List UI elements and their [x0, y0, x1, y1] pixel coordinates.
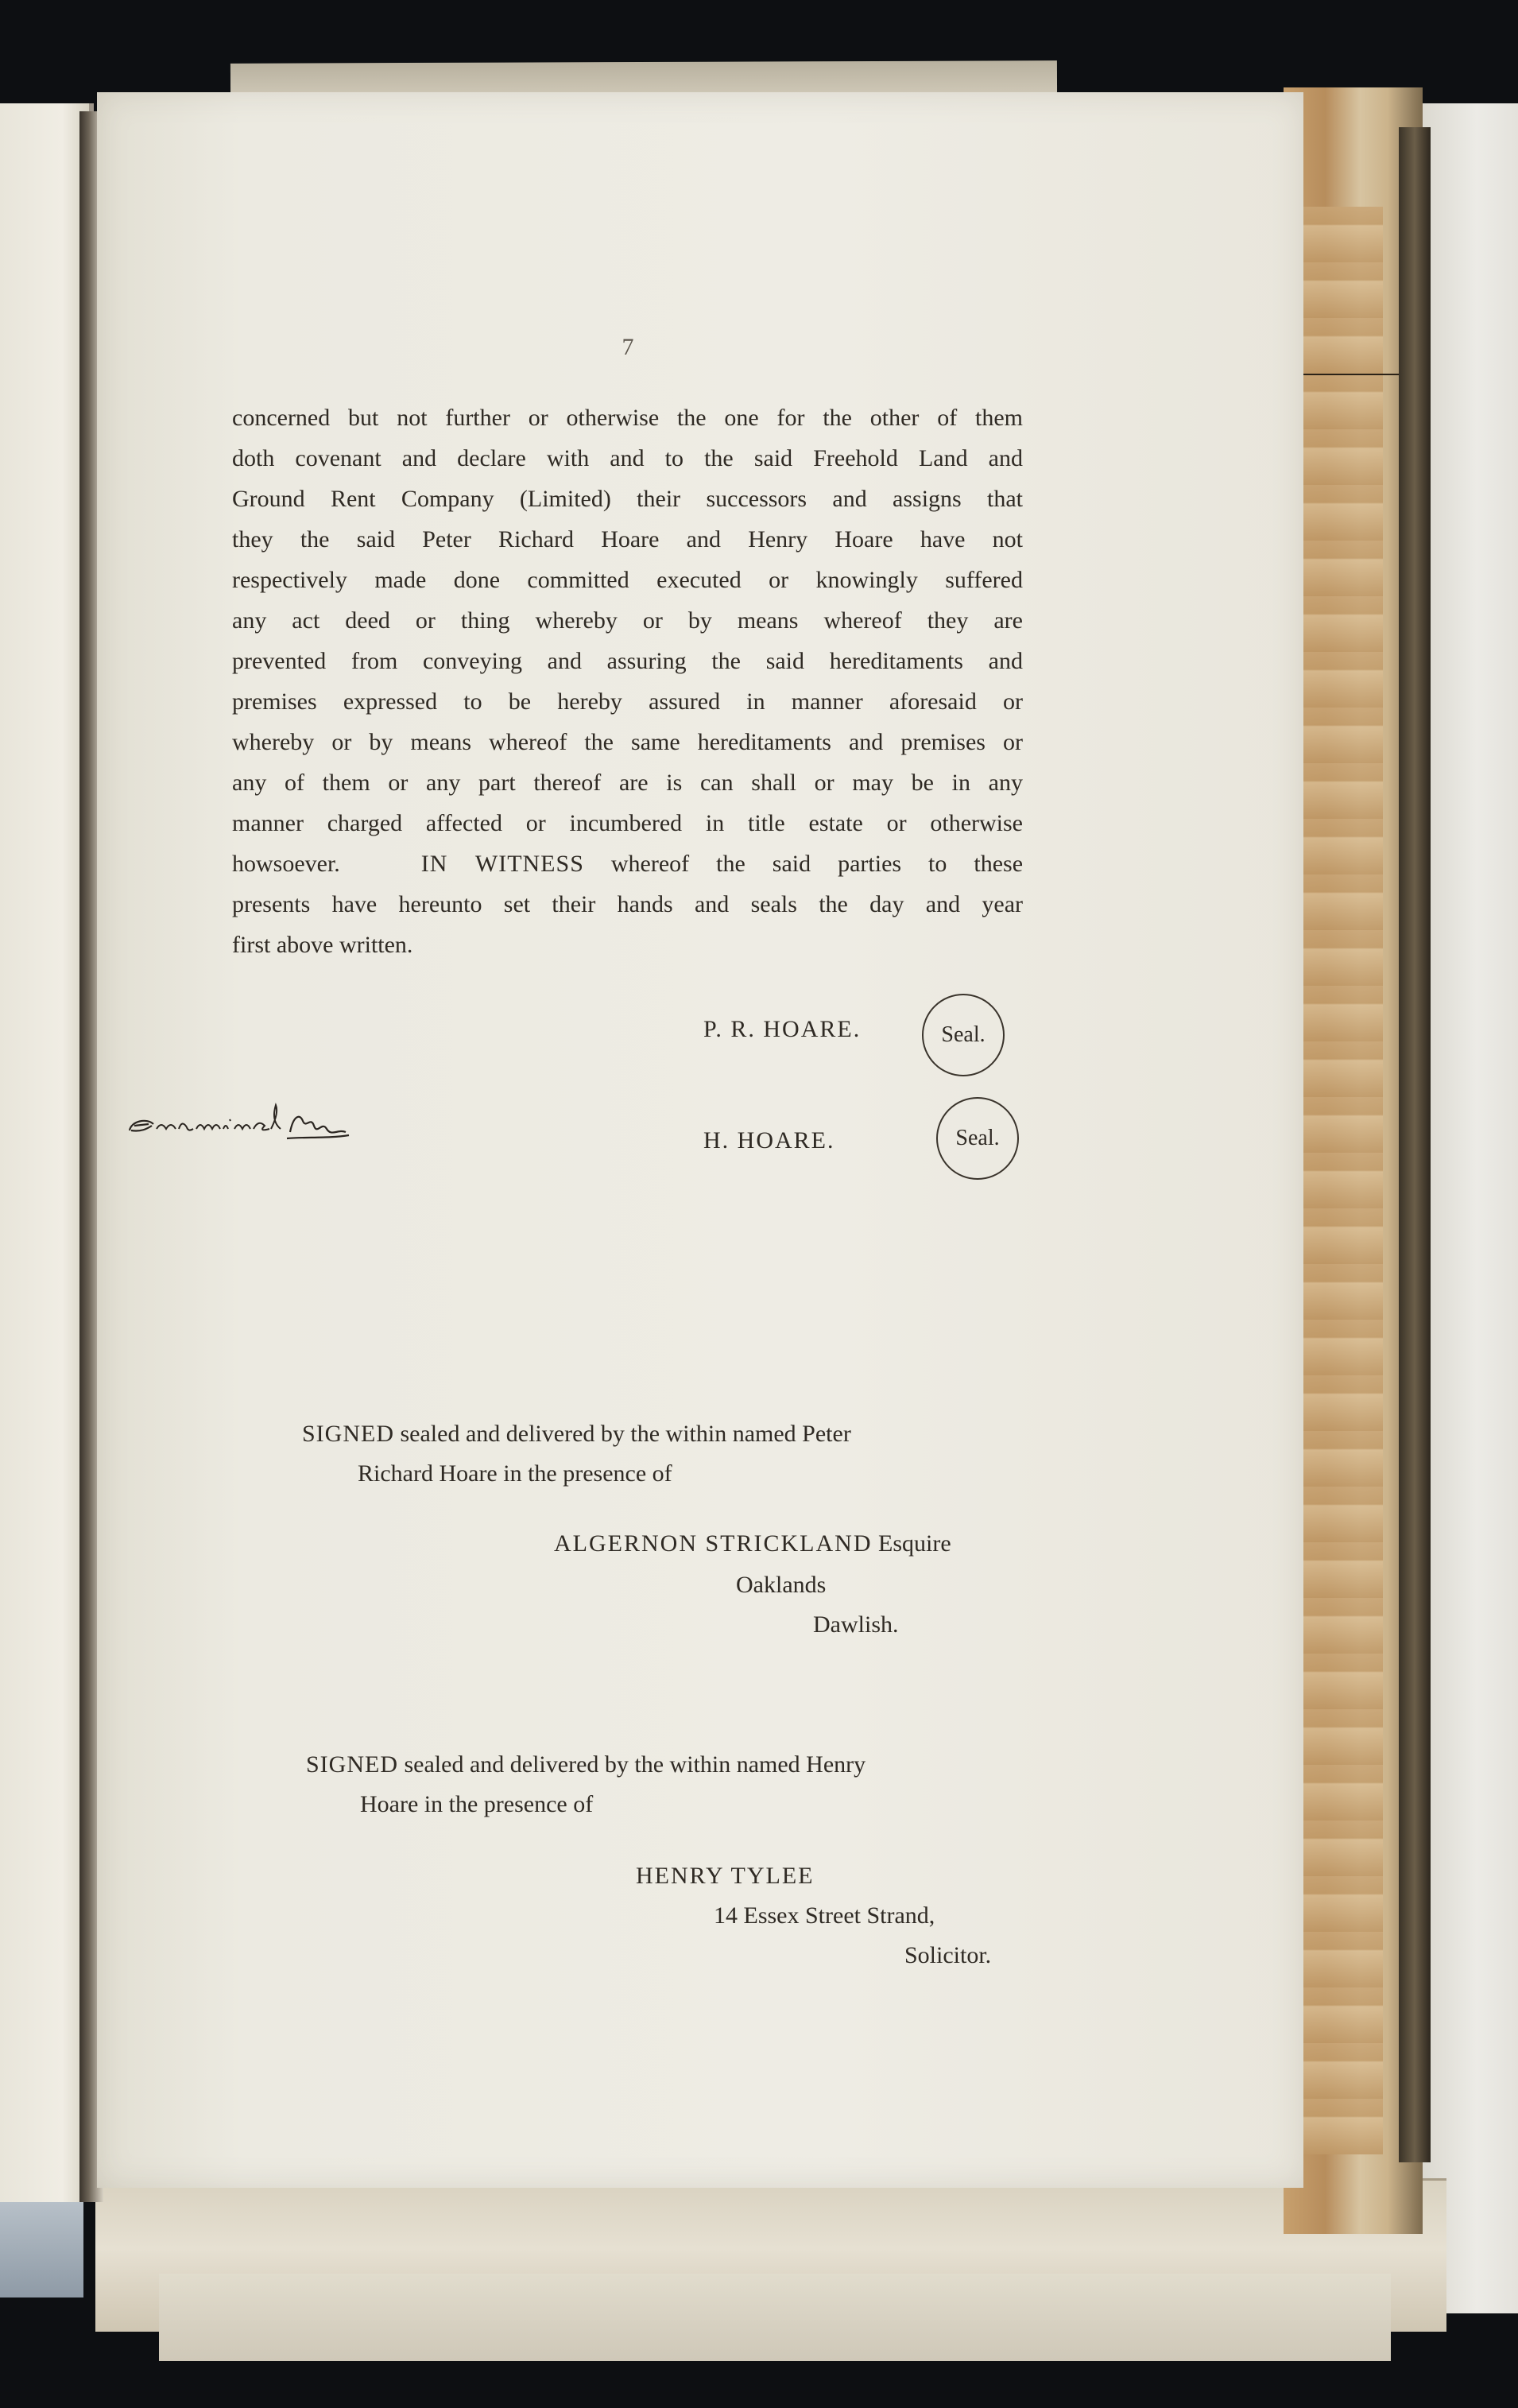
witness-address: Oaklands [736, 1572, 827, 1598]
signature-name: H. HOARE. [703, 1127, 835, 1154]
binding-edge [1399, 127, 1431, 2162]
body-line: premises expressed to be hereby assured in manner aforesaid or [232, 688, 1023, 715]
attestation-line [306, 1744, 865, 1786]
witness-clause-prefix: howsoever. [232, 851, 340, 877]
seal-circle [922, 994, 1005, 1076]
bottom-page-stack-lower [159, 2274, 1391, 2361]
body-line: they the said Peter Richard Hoare and Henry Hoare have not [232, 526, 1023, 553]
witness-address: Dawlish. [813, 1611, 899, 1638]
witness-title: Esquire [878, 1530, 951, 1557]
body-line: first above written. [232, 932, 413, 958]
examined-handwritten-note [123, 1097, 354, 1153]
page-number: 7 [622, 334, 634, 360]
attestation-lead: SIGNED [302, 1421, 394, 1447]
body-line: concerned but not further or otherwise the one for the other of them [232, 405, 1023, 431]
witness-name: HENRY TYLEE [636, 1863, 815, 1889]
left-page-bottom-edge [0, 2202, 83, 2297]
witness-name: ALGERNON STRICKLAND [554, 1530, 873, 1557]
body-line: presents have hereunto set their hands and seals the day and year [232, 891, 1023, 917]
seal-label: Seal. [955, 1126, 1000, 1150]
deed-body-text [232, 397, 1023, 965]
body-line: doth covenant and declare with and to the said Freehold Land and [232, 445, 1023, 471]
attestation-text: sealed and delivered by the within named Peter [400, 1421, 851, 1447]
seal-circle [936, 1097, 1019, 1180]
signature-name: P. R. HOARE. [703, 1016, 862, 1042]
attestation-text: sealed and delivered by the within named Henry [404, 1751, 866, 1778]
witness-clause-rest: whereof the said parties to these [610, 851, 1024, 877]
body-line: Ground Rent Company (Limited) their successors and assigns that [232, 486, 1023, 512]
body-line: whereby or by means whereof the same hereditaments and premises or [232, 729, 1023, 755]
seal-label: Seal. [941, 1022, 986, 1047]
witness-clause-line [232, 843, 1023, 884]
attestation-line: Richard Hoare in the presence of [358, 1460, 672, 1487]
attestation-line: Hoare in the presence of [360, 1791, 594, 1817]
body-line: any of them or any part thereof are is can shall or may be in any [232, 770, 1023, 796]
attestation-line [302, 1413, 851, 1455]
body-line: manner charged affected or incumbered in title estate or otherwise [232, 810, 1023, 836]
witness-keyword: IN WITNESS [420, 851, 584, 877]
witness-address: 14 Essex Street Strand, [714, 1902, 935, 1929]
witness-name-line [554, 1523, 951, 1565]
body-line: any act deed or thing whereby or by means whereof they are [232, 607, 1023, 634]
witness-address: Solicitor. [904, 1942, 992, 1968]
body-line: prevented from conveying and assuring the said hereditaments and [232, 648, 1023, 674]
attestation-lead: SIGNED [306, 1751, 398, 1778]
body-line: respectively made done committed executed or knowingly suffered [232, 567, 1023, 593]
